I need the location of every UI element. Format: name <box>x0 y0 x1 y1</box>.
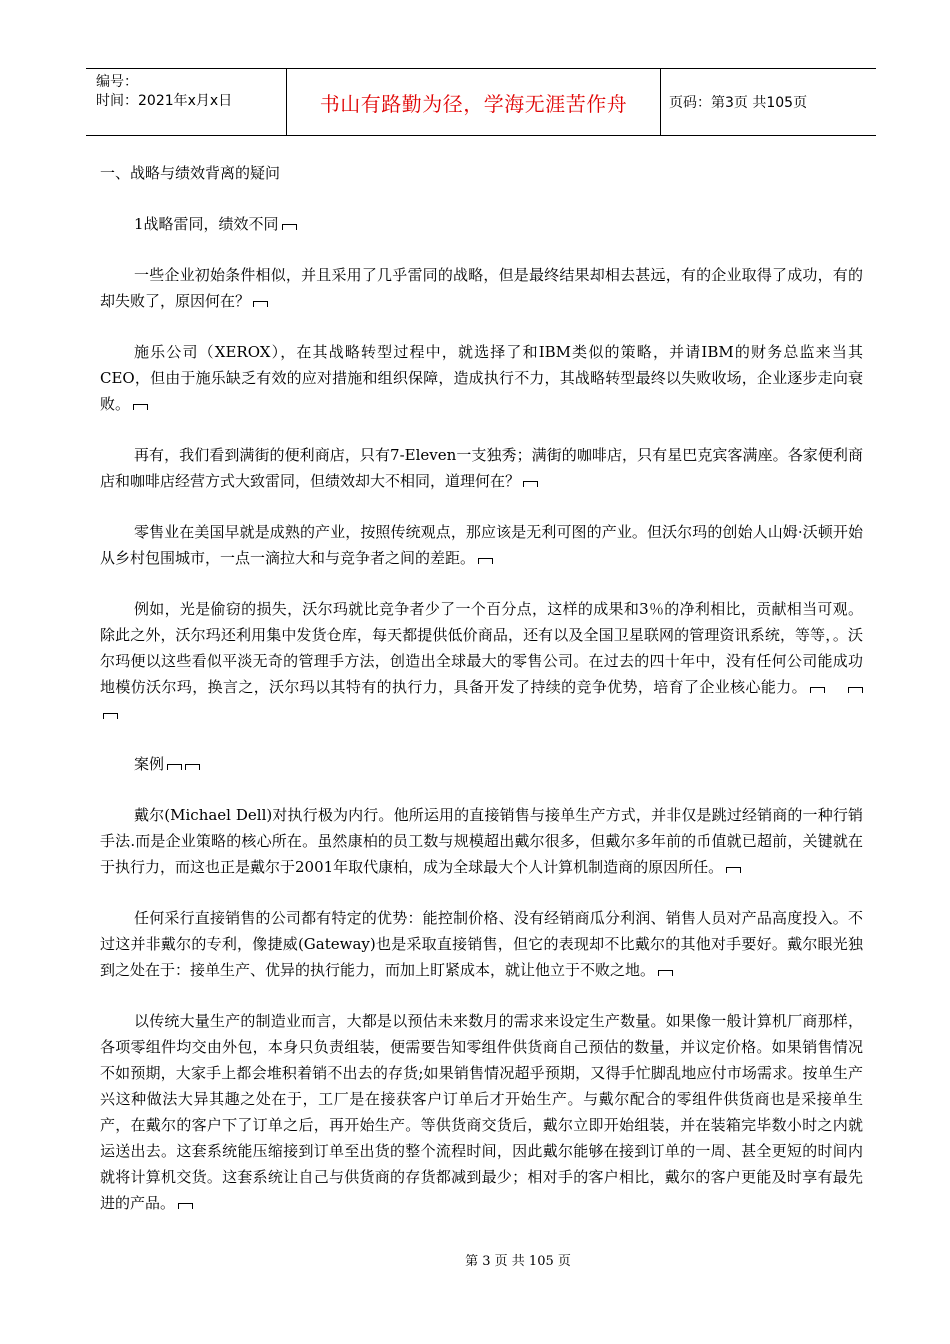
paragraph-mark-icon <box>167 764 182 770</box>
paragraph-mark-icon <box>103 713 118 719</box>
paragraph-mark-icon <box>185 764 200 770</box>
paragraph: 一些企业初始条件相似，并且采用了几乎雷同的战略，但是最终结果却相去甚远，有的企业取得了成功，有的却失败了，原因何在？ <box>100 266 863 310</box>
paragraph-mark-icon <box>253 301 268 307</box>
header-left-cell <box>86 69 287 135</box>
case-paragraph: 任何采行直接销售的公司都有特定的优势：能控制价格、没有经销商瓜分利润、销售人员对产品高度投入。不过这并非戴尔的专利，像捷威(Gateway)也是采取直接销售，但它的表现却不比戴尔的其他对手要好。戴尔眼光独到之处在于：接单生产、优异的执行能力，而加上盯紧成本，就让他立于不败之地。 <box>100 909 863 979</box>
case-paragraph: 以传统大量生产的制造业而言，大都是以预估未来数月的需求来设定生产数量。如果像一般计算机厂商那样，各项零组件均交由外包，本身只负责组装，便需要告知零组件供货商自己预估的数量，并议定价格。如果销售情况不如预期，大家手上都会堆积着销不出去的存货;如果销售情况超乎预期，又得手忙脚乱地应付市场需求。按单生产兴这种做法大异其趣之处在于，工厂是在接获客户订单后才开始生产。与戴尔配合的零组件供货商也是采接单生产，在戴尔的客户下了订单之后，再开始生产。等供货商交货后，戴尔立即开始组装，并在装箱完毕数小时之内就运送出去。这套系统能压缩接到订单至出货的整个流程时间，因此戴尔能够在接到订单的一周、甚全更短的时间内就将计算机交货。这套系统让自己与供货商的存货都减到最少；相对手的客户相比，戴尔的客户更能及时享有最先进的产品。 <box>100 1012 863 1212</box>
paragraph-mark-icon <box>133 404 148 410</box>
paragraph-mark-icon <box>726 867 741 873</box>
paragraph-mark-icon <box>658 970 673 976</box>
paragraph-mark-icon <box>478 558 493 564</box>
case-paragraph: 戴尔(Michael Dell)对执行极为内行。他所运用的直接销售与接单生产方式，并非仅是跳过经销商的一种行销手法.而是企业策略的核心所在。虽然康柏的员工数与规模超出戴尔很多，但戴尔多年前的币值就已超前，关键就在于执行力，而这也正是戴尔于2001年取代康柏，成为全球最大个人计算机制造商的原因所任。 <box>100 806 863 876</box>
document-body <box>100 160 863 1241</box>
paragraph-mark-icon <box>848 687 863 693</box>
page-footer <box>0 1250 950 1269</box>
paragraph-mark-icon <box>282 224 297 230</box>
number-label: 编号： <box>96 74 138 90</box>
paragraph-mark-icon <box>178 1203 193 1209</box>
paragraph: 例如，光是偷窃的损失，沃尔玛就比竞争者少了一个百分点，这样的成果和3％的净利相比，贡献相当可观。除此之外，沃尔玛还利用集中发货仓库，每天都提供低价商品，还有以及全国卫星联网的管理资讯系统，等等，。沃尔玛便以这些看似平淡无奇的管理手方法，创造出全球最大的零售公司。在过去的四十年中，没有任何公司能成功地模仿沃尔玛，换言之，沃尔玛以其特有的执行力，具备开发了持续的竞争优势，培育了企业核心能力。 <box>100 596 863 726</box>
footer-page-number: 第 3 页 共 105 页 <box>465 1254 571 1269</box>
header-motto-cell <box>287 69 661 135</box>
page-label: 页码：第3页 共105页 <box>669 95 808 111</box>
paragraph: 零售业在美国早就是成熟的产业，按照传统观点，那应该是无利可图的产业。但沃尔玛的创始人山姆·沃顿开始从乡村包围城市，一点一滴拉大和与竞争者之间的差距。 <box>100 523 863 567</box>
paragraph: 再有，我们看到满街的便利商店，只有7-Eleven一支独秀；满街的咖啡店，只有星巴克宾客满座。各家便利商店和咖啡店经营方式大致雷同，但绩效却大不相同，道理何在？ <box>100 446 863 490</box>
time-label: 时间：2021年x月x日 <box>96 93 233 109</box>
subheading: 1战略雷同，绩效不同 <box>100 211 863 237</box>
paragraph-mark-icon <box>810 687 825 693</box>
paragraph: 施乐公司（XEROX），在其战略转型过程中，就选择了和IBM类似的策略，并请IBM的财务总监来当其CEO，但由于施乐缺乏有效的应对措施和组织保障，造成执行不力，其战略转型最终以失败收场，企业逐步走向衰败。 <box>100 343 863 413</box>
section-heading: 一、战略与绩效背离的疑问 <box>100 164 281 182</box>
motto: 书山有路勤为径，学海无涯苦作舟 <box>319 91 628 116</box>
paragraph-mark-icon <box>523 481 538 487</box>
header-page-cell <box>661 69 876 135</box>
header-table <box>86 68 876 136</box>
case-label: 案例 <box>100 751 863 777</box>
